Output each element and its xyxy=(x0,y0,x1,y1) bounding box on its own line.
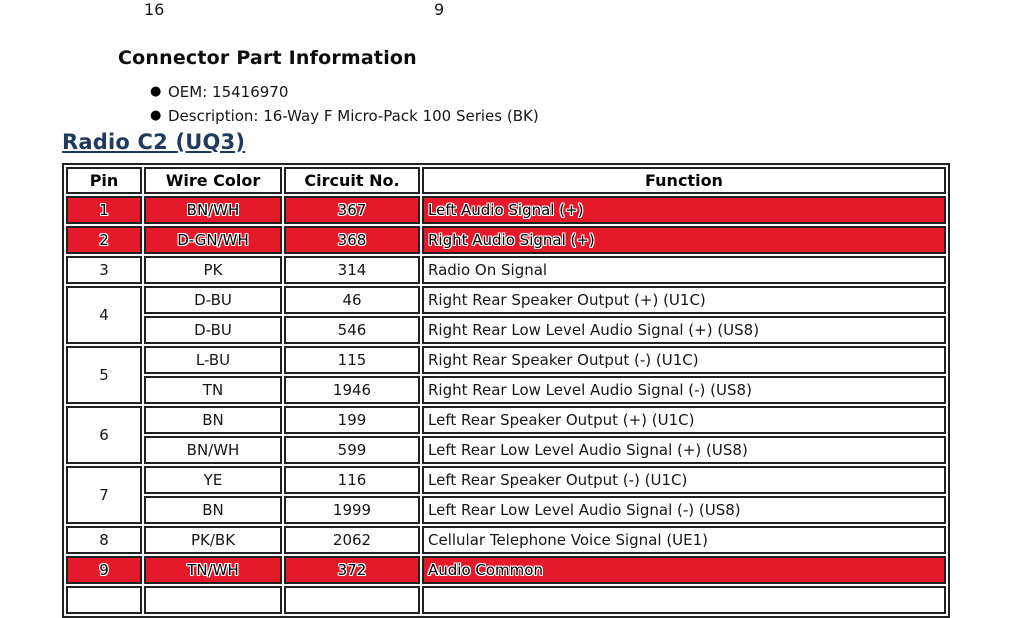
circuit-no-cell: 116 xyxy=(284,466,420,494)
function-cell: Right Rear Low Level Audio Signal (+) (US8) xyxy=(422,316,946,344)
function-cell: Left Rear Low Level Audio Signal (-) (US8) xyxy=(422,496,946,524)
wire-color-cell: BN/WH xyxy=(144,196,282,224)
pin-cell: 6 xyxy=(66,406,142,464)
function-cell: Right Audio Signal (+) xyxy=(422,226,946,254)
wire-color-cell: BN xyxy=(144,496,282,524)
circuit-no-cell: 372 xyxy=(284,556,420,584)
table-row-pin-6 xyxy=(66,436,946,464)
function-cell: Left Audio Signal (+) xyxy=(422,196,946,224)
wire-color-cell: TN/WH xyxy=(144,556,282,584)
table-row-partial xyxy=(66,586,946,614)
circuit-no-cell: 367 xyxy=(284,196,420,224)
circuit-no-cell: 368 xyxy=(284,226,420,254)
table-row-pin-8 xyxy=(66,526,946,554)
connector-pin-label-16: 16 xyxy=(144,0,165,19)
circuit-no-cell: 599 xyxy=(284,436,420,464)
bullet-icon: ● xyxy=(150,84,162,99)
pin-cell: 1 xyxy=(66,196,142,224)
pin-cell: 7 xyxy=(66,466,142,524)
function-cell: Cellular Telephone Voice Signal (UE1) xyxy=(422,526,946,554)
function-cell: Right Rear Low Level Audio Signal (-) (US8) xyxy=(422,376,946,404)
bullet-icon: ● xyxy=(150,108,162,123)
table-row-pin-1 xyxy=(66,196,946,224)
wire-color-cell: YE xyxy=(144,466,282,494)
list-item-oem xyxy=(150,80,539,104)
circuit-no-cell xyxy=(284,586,420,614)
pin-cell: 9 xyxy=(66,556,142,584)
table-row-pin-4 xyxy=(66,316,946,344)
circuit-no-cell: 546 xyxy=(284,316,420,344)
table-row-pin-5 xyxy=(66,376,946,404)
column-header-function: Function xyxy=(422,167,946,194)
column-header-pin: Pin xyxy=(66,167,142,194)
wire-color-cell: PK/BK xyxy=(144,526,282,554)
wire-color-cell: D-BU xyxy=(144,286,282,314)
wire-color-cell: D-BU xyxy=(144,316,282,344)
wire-color-cell: PK xyxy=(144,256,282,284)
connector-info-list xyxy=(150,80,539,128)
pin-cell: 2 xyxy=(66,226,142,254)
circuit-no-cell: 199 xyxy=(284,406,420,434)
list-item-description xyxy=(150,104,539,128)
circuit-no-cell: 2062 xyxy=(284,526,420,554)
table-row-pin-4 xyxy=(66,286,946,314)
table-row-pin-7 xyxy=(66,466,946,494)
table-row-pin-7 xyxy=(66,496,946,524)
table-row-pin-6 xyxy=(66,406,946,434)
function-cell: Left Rear Low Level Audio Signal (+) (US8) xyxy=(422,436,946,464)
function-cell: Right Rear Speaker Output (+) (U1C) xyxy=(422,286,946,314)
function-cell: Left Rear Speaker Output (-) (U1C) xyxy=(422,466,946,494)
pin-cell xyxy=(66,586,142,614)
circuit-no-cell: 1999 xyxy=(284,496,420,524)
function-cell: Left Rear Speaker Output (+) (U1C) xyxy=(422,406,946,434)
table-row-pin-9 xyxy=(66,556,946,584)
wire-color-cell: D-GN/WH xyxy=(144,226,282,254)
pinout-table xyxy=(62,163,950,618)
pinout-table-title: Radio C2 (UQ3) xyxy=(62,130,246,154)
wire-color-cell: BN xyxy=(144,406,282,434)
wire-color-cell: TN xyxy=(144,376,282,404)
circuit-no-cell: 115 xyxy=(284,346,420,374)
pin-cell: 8 xyxy=(66,526,142,554)
pin-cell: 3 xyxy=(66,256,142,284)
function-cell xyxy=(422,586,946,614)
circuit-no-cell: 46 xyxy=(284,286,420,314)
section-title: Connector Part Information xyxy=(118,47,417,69)
function-cell: Right Rear Speaker Output (-) (U1C) xyxy=(422,346,946,374)
column-header-wire: Wire Color xyxy=(144,167,282,194)
table-row-pin-2 xyxy=(66,226,946,254)
function-cell: Audio Common xyxy=(422,556,946,584)
table-row-pin-3 xyxy=(66,256,946,284)
description-text: Description: 16-Way F Micro-Pack 100 Series (BK) xyxy=(168,107,539,125)
circuit-no-cell: 1946 xyxy=(284,376,420,404)
wire-color-cell: BN/WH xyxy=(144,436,282,464)
column-header-circuit: Circuit No. xyxy=(284,167,420,194)
connector-pin-label-9: 9 xyxy=(434,0,445,19)
wire-color-cell: L-BU xyxy=(144,346,282,374)
circuit-no-cell: 314 xyxy=(284,256,420,284)
table-row-pin-5 xyxy=(66,346,946,374)
oem-text: OEM: 15416970 xyxy=(168,83,289,101)
header-row xyxy=(66,167,946,194)
pin-cell: 4 xyxy=(66,286,142,344)
pin-cell: 5 xyxy=(66,346,142,404)
wire-color-cell xyxy=(144,586,282,614)
function-cell: Radio On Signal xyxy=(422,256,946,284)
